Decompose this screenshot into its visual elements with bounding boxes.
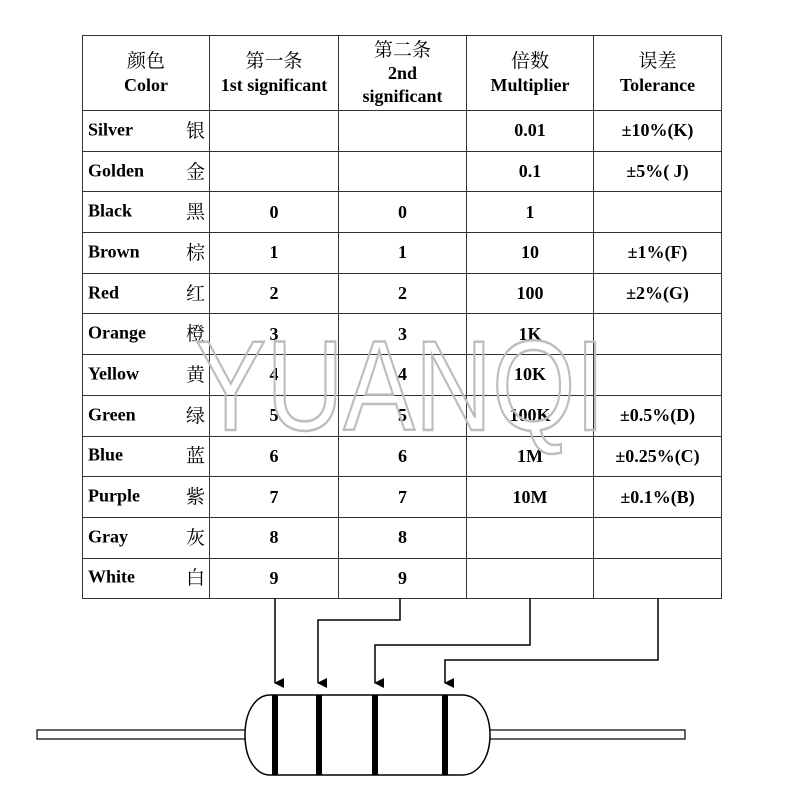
second-significant-cell: 2 [339,273,467,314]
second-significant-cell: 0 [339,192,467,233]
color-name-cn: 银 [185,120,205,142]
first-significant-cell: 5 [210,395,339,436]
color-name: Purple [88,485,140,506]
color-name: Black [88,200,133,221]
multiplier-cell: 1M [467,436,594,477]
color-name-cn: 白 [185,568,205,590]
left-lead [37,730,247,739]
first-significant-cell: 9 [210,558,339,599]
color-name-cn: 绿 [185,405,205,427]
multiplier-cell: 100K [467,395,594,436]
band-second [316,695,322,775]
color-name: Silver [88,119,133,140]
tolerance-cell: ±0.1%(B) [594,477,722,518]
color-name: Golden [88,159,145,180]
tolerance-cell: ±0.25%(C) [594,436,722,477]
color-name-cn: 红 [185,283,205,305]
pointer-lines [275,598,658,683]
color-name: Orange [88,322,146,343]
tolerance-cell: ±2%(G) [594,273,722,314]
header-second-significant: 第二条 2nd significant [339,36,467,111]
multiplier-cell: 0.01 [467,111,594,152]
pointer-tolerance-band [445,598,658,683]
tolerance-cell: ±0.5%(D) [594,395,722,436]
first-significant-cell: 0 [210,192,339,233]
color-name-cn: 灰 [185,527,205,549]
multiplier-cell: 1K [467,314,594,355]
multiplier-cell: 10K [467,355,594,396]
color-name: Red [88,282,119,303]
second-significant-cell: 5 [339,395,467,436]
first-significant-cell: 2 [210,273,339,314]
multiplier-cell: 1 [467,192,594,233]
color-name-cn: 黄 [185,365,205,387]
first-significant-cell: 1 [210,233,339,274]
second-significant-cell: 9 [339,558,467,599]
tolerance-cell: ±5%( J) [594,151,722,192]
multiplier-cell: 10 [467,233,594,274]
right-lead [485,730,685,739]
second-significant-cell: 4 [339,355,467,396]
second-significant-cell: 3 [339,314,467,355]
resistor-body [245,695,490,775]
pointer-multiplier-band [375,598,530,683]
header-tolerance: 误差 Tolerance [594,36,722,111]
first-significant-cell: 4 [210,355,339,396]
color-name-cn: 黑 [185,202,205,224]
watermark-text: YUANQI [195,315,605,458]
multiplier-cell: 10M [467,477,594,518]
band-tolerance [442,695,448,775]
color-name: Brown [88,241,140,262]
color-name: White [88,566,135,587]
first-significant-cell: 3 [210,314,339,355]
color-name-cn: 金 [185,161,205,183]
second-significant-cell: 1 [339,233,467,274]
first-significant-cell: 7 [210,477,339,518]
color-name: Blue [88,444,124,465]
band-multiplier [372,695,378,775]
second-significant-cell: 6 [339,436,467,477]
color-name-cn: 紫 [185,487,205,509]
pointer-second-band [318,598,400,683]
first-significant-cell: 8 [210,517,339,558]
multiplier-cell: 100 [467,273,594,314]
first-significant-cell: 6 [210,436,339,477]
color-name: Green [88,404,136,425]
band-first [272,695,278,775]
header-color: 颜色 Color [83,36,210,111]
multiplier-cell: 0.1 [467,151,594,192]
color-name: Yellow [88,363,139,384]
color-name-cn: 橙 [185,324,205,346]
tolerance-cell: ±10%(K) [594,111,722,152]
header-first-significant: 第一条 1st significant [210,36,339,111]
second-significant-cell: 7 [339,477,467,518]
color-name: Gray [88,526,128,547]
header-multiplier: 倍数 Multiplier [467,36,594,111]
tolerance-cell: ±1%(F) [594,233,722,274]
color-name-cn: 蓝 [185,446,205,468]
second-significant-cell: 8 [339,517,467,558]
color-name-cn: 棕 [185,243,205,265]
